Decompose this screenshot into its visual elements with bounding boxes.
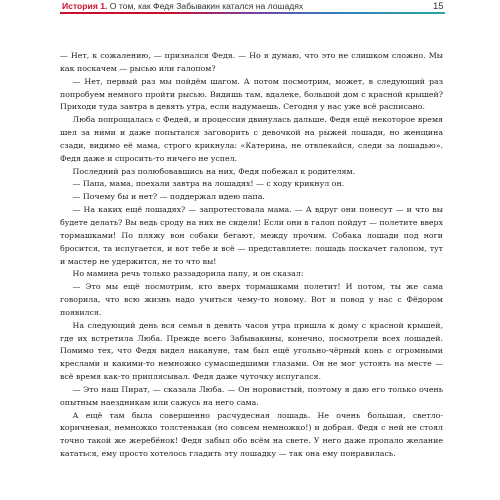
chapter-title: О том, как Федя Забывакин катался на лошадях bbox=[109, 1, 304, 11]
running-head-title bbox=[62, 1, 303, 11]
paragraph: — Это наш Пират, — сказала Люба. — Он норовистый, поэтому я даю его только очень опытным наездникам или сажусь на него сама. bbox=[60, 384, 443, 407]
running-header bbox=[0, 0, 500, 14]
paragraph: На следующий день вся семья в девять часов утра пришла к дому с красной крышей, где их встретила Люба. Прежде всего Забывакины, конечно, посмотрели всех лошадей. Помимо тех, что Федя видел накануне, там был ещё угольно-чёрный конь с огромными креслами и какими-то немножко сумасшедшими глазами. Он не мог устоять на месте — всё время как-то приплясывал. Федя даже чуточку испугался. bbox=[60, 320, 443, 382]
paragraph: Люба попрощалась с Федей, и процессия двинулась дальше. Федя ещё некоторое время шел за ними и даже попытался заговорить с девочкой на рыжей лошади, но женщина сзади, видимо её мама, строго крикнула: «Катерина, не отвлекайся, следи за лошадью». Федя даже и спросить-то ничего не успел. bbox=[60, 115, 443, 163]
book-text bbox=[60, 50, 443, 461]
page-number: 15 bbox=[433, 1, 444, 12]
paragraph: А ещё там была совершенно расчудесная лошадь. Не очень большая, светло-коричневая, немножко толстенькая (но совсем немножко!) и добрая. Федя с ней не стоял точно такой же жеребёнок! Федя забыл обо всём на свете. У него даже пропало желание кататься, ему просто хотелось гладить эту лошадку — так она ему понравилась. bbox=[60, 410, 443, 459]
paragraph: — На каких ещё лошадях? — запротестовала мама. — А вдруг они понесут — и что вы будете делать? Вы ведь сроду на них не сидели! Если они в галоп пойдут — полетите вверх тормашками! По пляжу вон собаки бегают, между прочим. Собака лошади под ноги бросится, та испугается, и вот тебе и всё — представляете: лошадь поскачет галопом, тут и мастер не удержится, не то что вы! bbox=[60, 205, 443, 266]
paragraph: — Это мы ещё посмотрим, кто вверх тормашками полетит! И потом, ты же сама говорила, что всю жизнь надо учиться чему-то новому. Вот и повод у нас с Фёдором появился. bbox=[60, 282, 443, 317]
paragraph: — Нет, первый раз мы пойдём шагом. А потом посмотрим, может, в следующий раз попробуем немного пройти рысью. Видишь там, вдалеке, большой дом с красной крышей? Приходи туда завтра в девять утра, если надумаешь. Сегодня у нас уже всё расписано. bbox=[60, 76, 443, 112]
paragraph: Но мамина речь только раззадорила папу, и он сказал: bbox=[72, 269, 304, 279]
paragraph: — Нет, к сожалению, — признался Федя. — Но я думаю, что это не слишком сложно. Мы как поскачем — рысью или галопом? bbox=[60, 51, 443, 73]
paragraph: — Почему бы и нет? — поддержал идею папа. bbox=[72, 192, 265, 202]
story-label: История 1. bbox=[62, 1, 108, 11]
paragraph: — Папа, мама, поехали завтра на лошадях! — с ходу крикнул он. bbox=[72, 179, 345, 189]
paragraph: Последний раз полюбовавшись на них, Федя побежал к родителям. bbox=[72, 166, 356, 176]
header-gradient-rule bbox=[60, 12, 445, 14]
